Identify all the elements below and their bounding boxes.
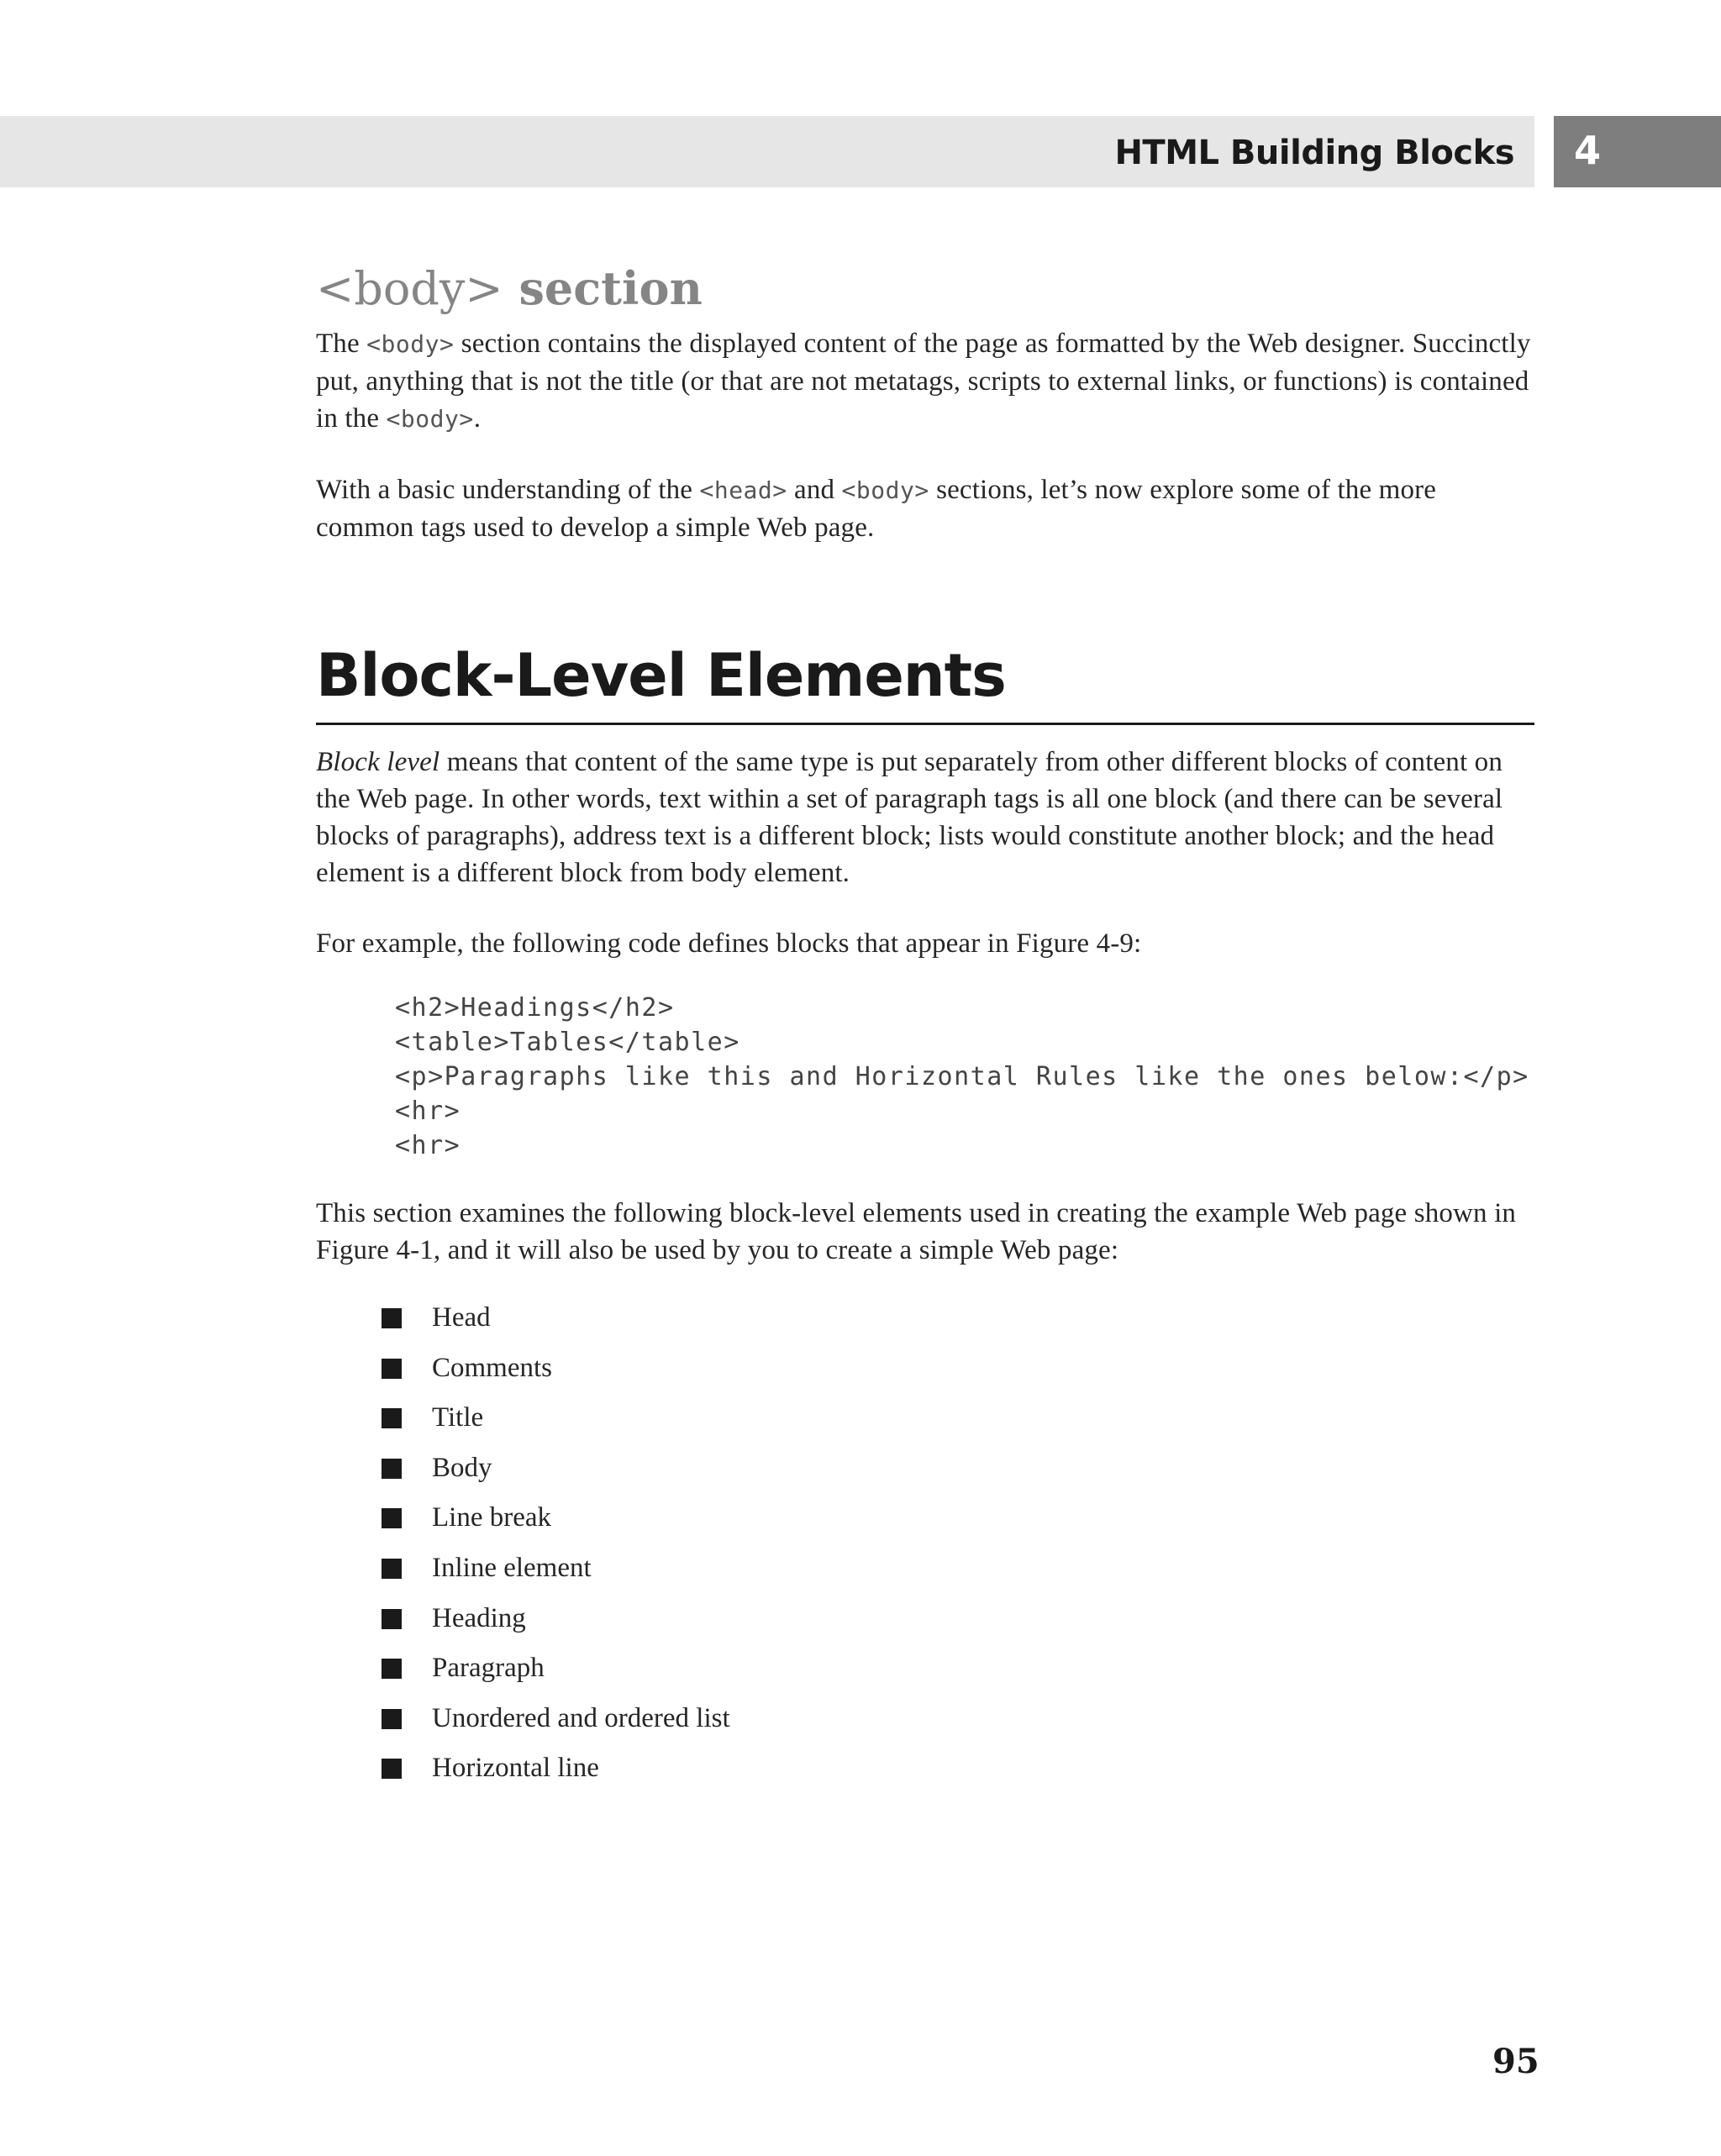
body-tag-text: <body> — [316, 262, 503, 315]
inline-code: <head> — [699, 476, 787, 504]
square-bullet-icon — [382, 1759, 402, 1779]
body-section-paragraph-1: The <body> section contains the displayed content of the page as formatted by the Web designer. Succinctly put, anything that is not the title (or that are not metatags, scripts to external links, or functions) is contained in the <body>. — [316, 329, 1531, 434]
code-listing — [395, 991, 1534, 1163]
code-line: <hr> — [395, 1131, 461, 1160]
list-item: Title — [316, 1399, 1534, 1436]
inline-code: <body> — [366, 330, 455, 358]
chapter-tab — [1554, 116, 1721, 187]
list-item: Inline element — [316, 1549, 1534, 1586]
list-item: Line break — [316, 1499, 1534, 1536]
body-section-heading — [316, 252, 1534, 325]
code-line: <hr> — [395, 1096, 461, 1126]
emphasis-term: Block level — [316, 747, 440, 777]
running-header-title: HTML Building Blocks — [1114, 134, 1514, 172]
square-bullet-icon — [382, 1659, 402, 1679]
square-bullet-icon — [382, 1508, 402, 1528]
square-bullet-icon — [382, 1308, 402, 1328]
square-bullet-icon — [382, 1359, 402, 1379]
block-level-paragraph-3: This section examines the following block-level elements used in creating the example Web page shown in Figure 4-1, and it will also be used by you to create a simple Web page: — [316, 1198, 1517, 1265]
list-item: Horizontal line — [316, 1749, 1534, 1786]
page-content — [316, 252, 1534, 1800]
square-bullet-icon — [382, 1459, 402, 1479]
list-item: Paragraph — [316, 1649, 1534, 1686]
inline-code: <body> — [841, 476, 929, 504]
code-line: <table>Tables</table> — [395, 1028, 740, 1057]
page-number: 95 — [1492, 2042, 1539, 2081]
section-word: section — [503, 261, 703, 315]
list-item: Body — [316, 1449, 1534, 1486]
list-item: Heading — [316, 1600, 1534, 1637]
running-header — [0, 116, 1534, 187]
list-item: Unordered and ordered list — [316, 1700, 1534, 1737]
body-section-paragraph-2: With a basic understanding of the <head> and <body> sections, let’s now explore some of the more common tags used to develop a simple Web page. — [316, 475, 1437, 543]
code-line: <h2>Headings</h2> — [395, 993, 675, 1023]
list-item: Comments — [316, 1349, 1534, 1386]
block-level-paragraph-2: For example, the following code defines blocks that appear in Figure 4-9: — [316, 928, 1142, 959]
list-item: Head — [316, 1299, 1534, 1336]
chapter-number: 4 — [1574, 128, 1602, 173]
code-line: <p>Paragraphs like this and Horizontal Rules like the ones below:</p> — [395, 1062, 1529, 1091]
square-bullet-icon — [382, 1559, 402, 1579]
square-bullet-icon — [382, 1709, 402, 1729]
block-level-paragraph-1: Block level means that content of the same type is put separately from other different blocks of content on the Web page. In other words, text within a set of paragraph tags is all one block (and there can be several blocks of paragraphs), address text is a different block; lists would constitute another block; and the head element is a different block from body element. — [316, 747, 1503, 888]
inline-code: <body> — [386, 405, 474, 433]
block-level-heading: Block-Level Elements — [316, 637, 1534, 725]
element-list — [316, 1299, 1534, 1786]
square-bullet-icon — [382, 1408, 402, 1428]
square-bullet-icon — [382, 1609, 402, 1629]
